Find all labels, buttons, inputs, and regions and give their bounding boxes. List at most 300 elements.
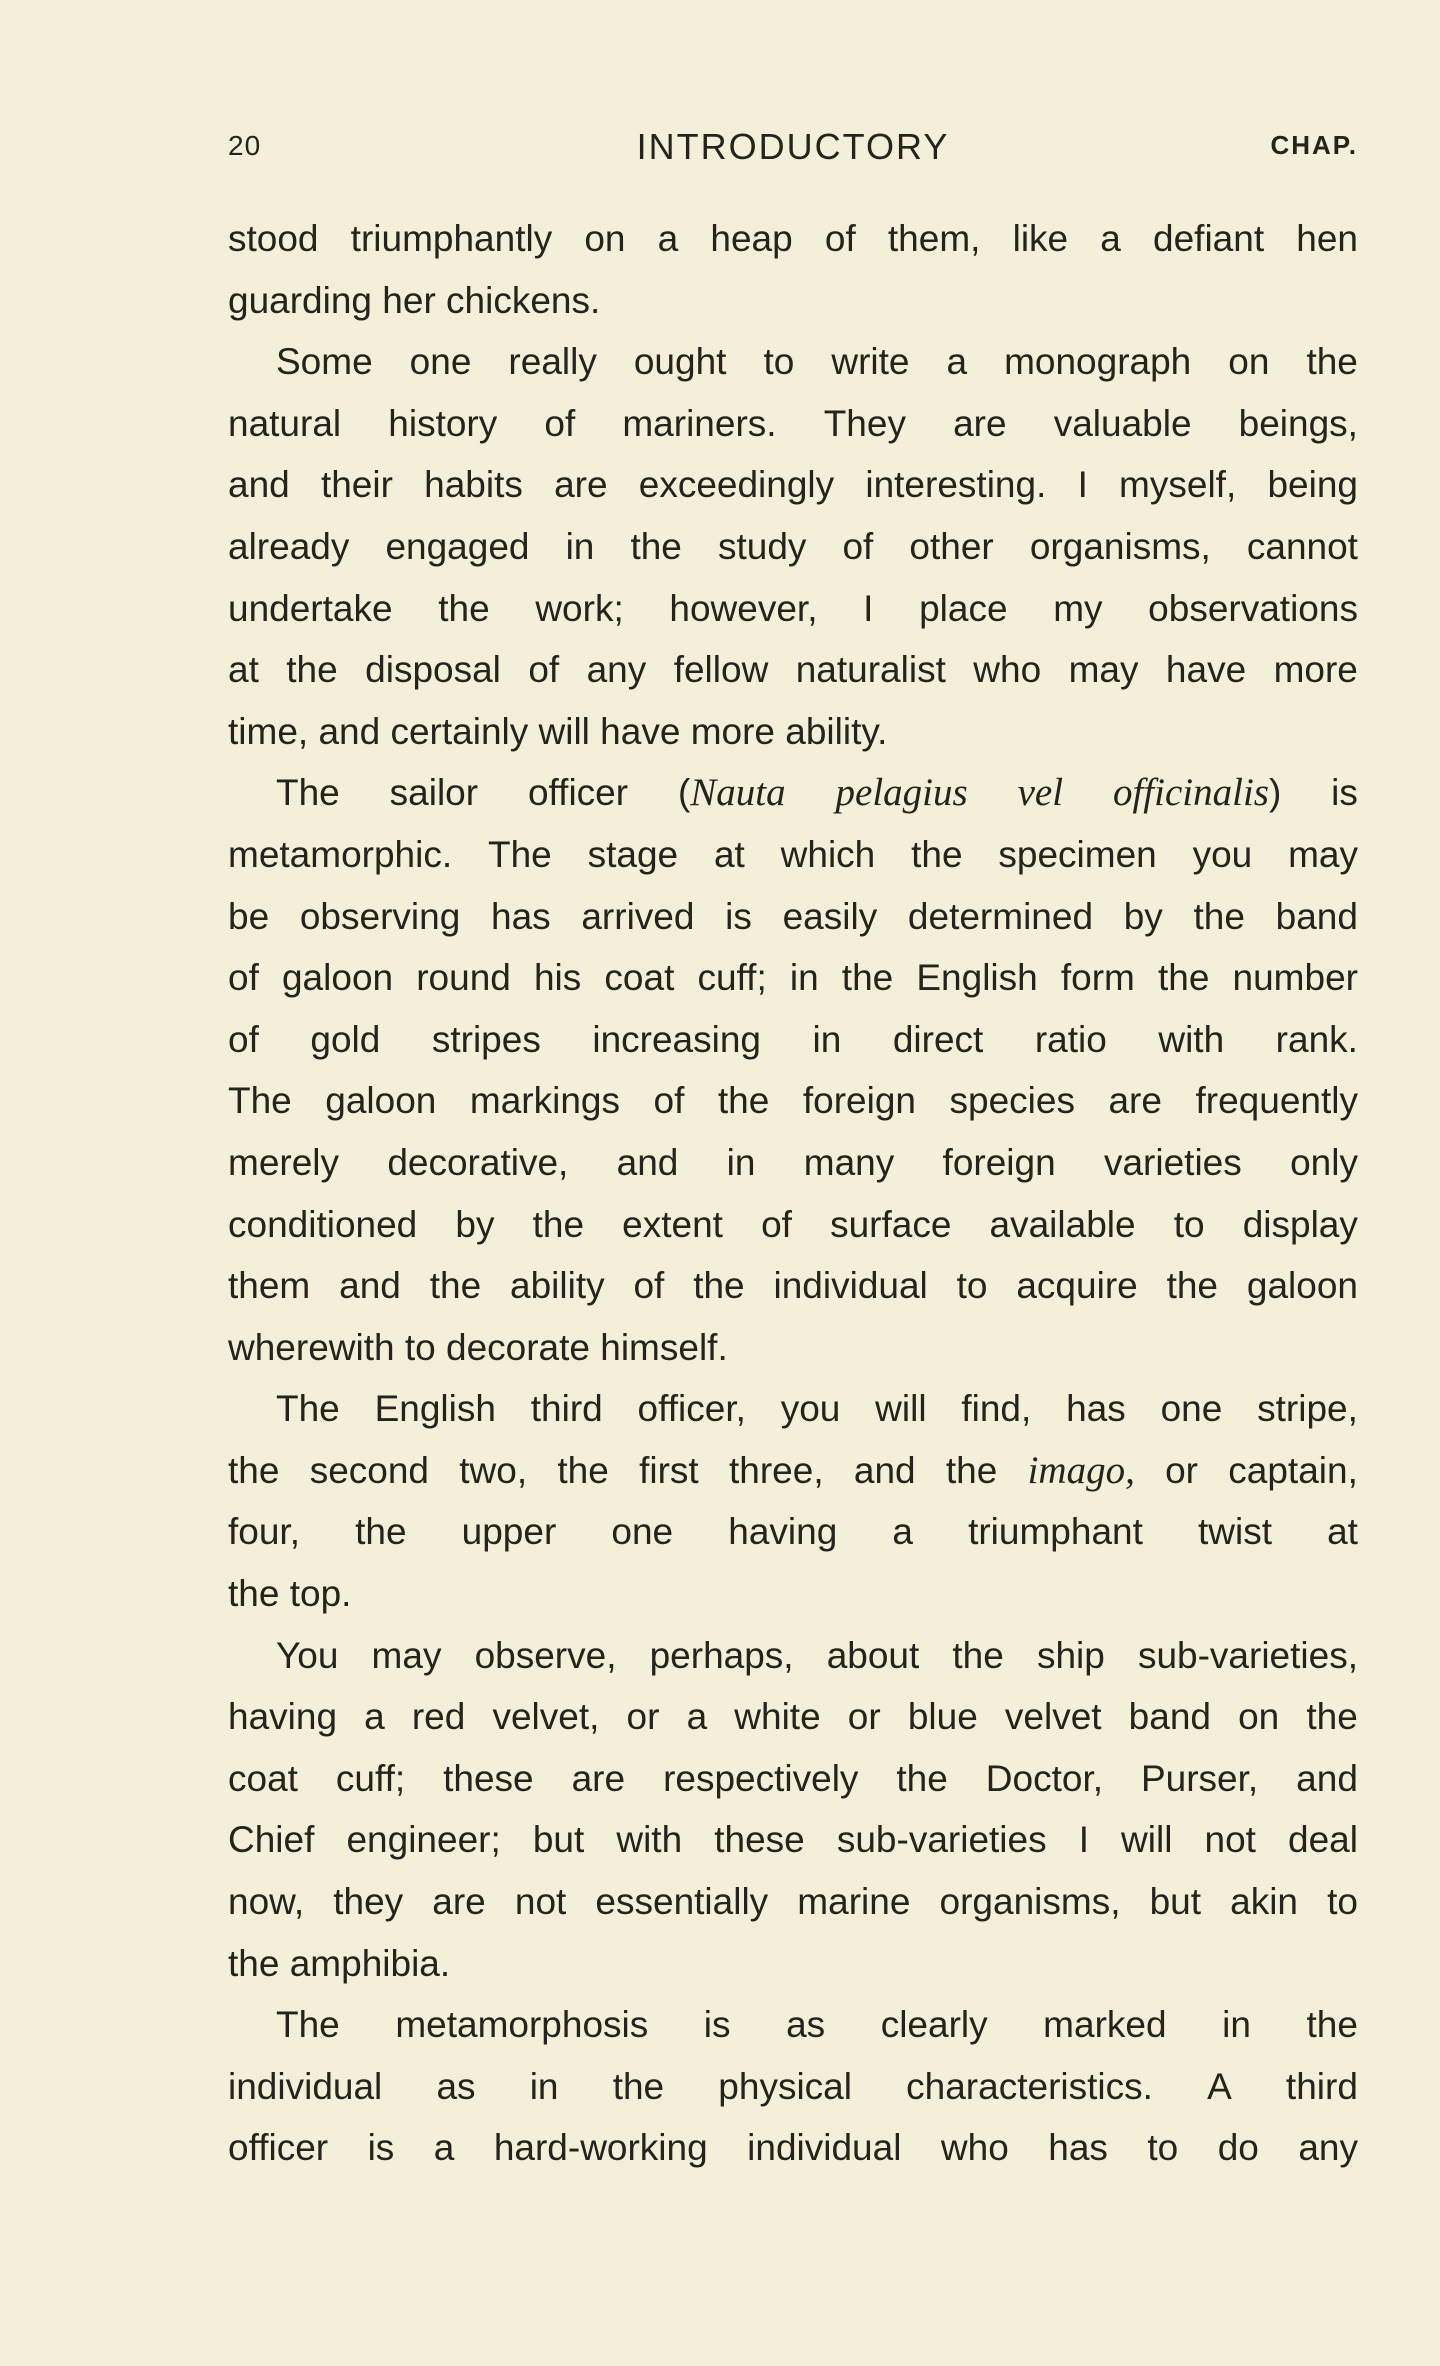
- word: [1124, 886, 1163, 948]
- text-run: Chief: [228, 1819, 315, 1861]
- text-run: the: [557, 1449, 609, 1491]
- word: [710, 208, 792, 270]
- text-line: [228, 578, 1358, 640]
- text-run: Some: [276, 341, 373, 383]
- word: [617, 1132, 679, 1194]
- text-line: [228, 208, 1358, 270]
- word: [492, 1686, 599, 1748]
- word: [946, 331, 967, 393]
- word: [1018, 762, 1063, 824]
- text-run: triumphant: [968, 1511, 1143, 1553]
- text-run: one: [409, 341, 472, 383]
- text-run: are: [953, 402, 1007, 444]
- text-run: red: [411, 1696, 466, 1738]
- text-run: monograph: [1004, 341, 1192, 383]
- word: [837, 1809, 1047, 1871]
- word: [325, 1070, 436, 1132]
- word: [1150, 1871, 1201, 1933]
- word: [908, 1686, 978, 1748]
- word: [228, 1194, 417, 1256]
- word: [432, 1009, 541, 1071]
- text-run: determined: [907, 895, 1094, 937]
- text-run: stripes: [431, 1018, 541, 1060]
- text-run: the: [693, 1265, 745, 1307]
- word: [1296, 1748, 1358, 1810]
- word: [491, 886, 551, 948]
- text-run: heap: [710, 218, 793, 259]
- word: [1327, 1871, 1358, 1933]
- text-run: about: [826, 1634, 920, 1676]
- body-text: [228, 208, 1358, 2179]
- word: [424, 454, 523, 516]
- text-line: [228, 454, 1358, 516]
- text-run: these: [714, 1819, 805, 1861]
- word: [854, 1440, 916, 1502]
- word: [1005, 1686, 1102, 1748]
- word: [973, 639, 1041, 701]
- text-run: increasing: [592, 1018, 761, 1060]
- word: [1166, 639, 1246, 701]
- word: [896, 1748, 947, 1810]
- word: [1053, 578, 1102, 640]
- word: [1028, 1440, 1135, 1502]
- latin-term: pelagius: [835, 771, 968, 815]
- text-run: any: [1298, 2127, 1358, 2169]
- text-run: are: [554, 464, 608, 506]
- word: [1037, 1625, 1105, 1687]
- text-run: however,: [669, 587, 818, 629]
- text-run: The: [276, 772, 340, 814]
- word: [475, 1625, 617, 1687]
- word: [830, 1194, 951, 1256]
- text-run: the: [911, 833, 963, 875]
- text-run: the: [612, 2065, 665, 2107]
- word: [508, 331, 596, 393]
- word: [1306, 1994, 1357, 2056]
- word: [535, 578, 623, 640]
- text-run: to: [1147, 2127, 1179, 2169]
- word: [1113, 762, 1281, 824]
- text-run: the: [228, 1449, 280, 1491]
- word: [1121, 1809, 1172, 1871]
- text-run: varieties: [1103, 1141, 1242, 1183]
- text-run: of: [228, 957, 259, 999]
- word: [276, 1378, 340, 1440]
- text-run: not: [514, 1881, 567, 1923]
- text-run: perhaps,: [649, 1634, 794, 1676]
- word: [1228, 331, 1269, 393]
- text-run: markings: [469, 1080, 621, 1122]
- word: [911, 824, 962, 886]
- text-line: [228, 1070, 1358, 1132]
- word: [581, 886, 694, 948]
- word: [365, 639, 501, 701]
- word: [346, 1809, 500, 1871]
- text-run: cuff;: [335, 1757, 406, 1799]
- text-run: the: [429, 1265, 482, 1307]
- text-run: the: [945, 1449, 998, 1491]
- text-run: a: [892, 1511, 913, 1553]
- text-run: first: [639, 1449, 699, 1491]
- text-run: undertake: [228, 587, 393, 629]
- text-run: naturalist: [795, 649, 946, 691]
- text-run: organisms,: [1029, 525, 1211, 567]
- word: [1048, 2117, 1108, 2179]
- word: [1129, 1686, 1211, 1748]
- text-run: may: [1288, 833, 1358, 875]
- text-run: place: [919, 587, 1008, 629]
- text-run: three,: [728, 1449, 824, 1491]
- text-run: ability: [510, 1265, 605, 1307]
- text-run: them,: [887, 218, 981, 259]
- word: [228, 824, 452, 886]
- word: [587, 639, 647, 701]
- text-run: to: [956, 1265, 988, 1307]
- text-run: gold: [310, 1018, 381, 1060]
- word: [836, 762, 968, 824]
- word: [488, 824, 552, 886]
- running-head: [228, 120, 1358, 180]
- word: [1153, 208, 1264, 270]
- text-run: sub-varieties,: [1137, 1634, 1358, 1676]
- word: [1267, 454, 1358, 516]
- word: [1043, 1994, 1166, 2056]
- text-run: myself,: [1119, 464, 1237, 506]
- word: [228, 1501, 300, 1563]
- word: [825, 208, 856, 270]
- word: [669, 578, 817, 640]
- text-run: a: [686, 1696, 708, 1738]
- text-run: merely: [228, 1141, 340, 1183]
- word: [842, 516, 873, 578]
- word: [595, 1871, 768, 1933]
- text-run: guarding her chickens.: [228, 279, 601, 321]
- word: [339, 1255, 401, 1317]
- word: [228, 1070, 292, 1132]
- text-run: who: [940, 2127, 1009, 2169]
- text-run: in: [1222, 2004, 1251, 2046]
- word: [908, 886, 1093, 948]
- text-run: and: [228, 464, 290, 506]
- text-run: band: [1275, 895, 1358, 937]
- text-run: is: [703, 2004, 731, 2046]
- word: [796, 639, 946, 701]
- text-run: write: [831, 341, 910, 383]
- text-run: already: [228, 525, 350, 567]
- text-run: or: [626, 1696, 660, 1738]
- word: [416, 947, 511, 1009]
- latin-term: imago,: [1027, 1448, 1135, 1492]
- text-run: the: [438, 587, 490, 629]
- word: [351, 208, 553, 270]
- text-run: be: [228, 895, 270, 937]
- text-run: rank.: [1275, 1018, 1358, 1060]
- text-run: a: [657, 218, 679, 259]
- word: [390, 762, 478, 824]
- word: [1228, 1440, 1358, 1502]
- text-run: sub-varieties: [836, 1819, 1047, 1861]
- text-run: do: [1217, 2127, 1259, 2169]
- text-run: cuff;: [697, 957, 767, 999]
- word: [627, 1686, 660, 1748]
- word: [658, 208, 679, 270]
- text-run: by: [1123, 895, 1163, 937]
- text-run: the: [286, 649, 338, 691]
- text-run: triumphantly: [350, 218, 553, 259]
- word: [663, 1748, 858, 1810]
- text-run: observations: [1148, 587, 1358, 629]
- text-line: [228, 1809, 1358, 1871]
- text-run: in: [726, 1141, 756, 1183]
- word: [572, 1748, 625, 1810]
- text-run: The: [276, 1388, 340, 1430]
- text-run: individual: [747, 2127, 902, 2169]
- text-run: as: [436, 2065, 476, 2107]
- text-run: and: [616, 1141, 679, 1183]
- text-run: habits: [424, 464, 523, 506]
- word: [1030, 516, 1211, 578]
- word: [228, 1132, 339, 1194]
- text-line: [228, 1748, 1358, 1810]
- word: [368, 2117, 395, 2179]
- text-run: a: [364, 1696, 385, 1738]
- text-run: Doctor,: [985, 1757, 1104, 1799]
- word: [566, 516, 595, 578]
- text-line: [228, 1625, 1358, 1687]
- word: [919, 578, 1007, 640]
- text-run: the: [1166, 1265, 1219, 1307]
- word: [1276, 1009, 1358, 1071]
- text-run: the: [952, 1634, 1004, 1676]
- text-run: observe,: [474, 1634, 617, 1676]
- text-run: respectively: [663, 1757, 859, 1799]
- text-run: frequently: [1195, 1080, 1358, 1122]
- text-run: organisms,: [939, 1881, 1121, 1923]
- word: [1243, 1194, 1358, 1256]
- word: [781, 1378, 841, 1440]
- word: [693, 1255, 744, 1317]
- word: [790, 947, 819, 1009]
- word: [434, 2117, 455, 2179]
- text-run: display: [1242, 1203, 1358, 1245]
- text-run: disposal: [365, 649, 501, 691]
- word: [355, 1501, 406, 1563]
- word: [1207, 2056, 1232, 2118]
- text-line: [228, 1686, 1358, 1748]
- word: [515, 1871, 566, 1933]
- text-run: band: [1128, 1696, 1211, 1738]
- text-line: [228, 1501, 1358, 1563]
- word: [228, 2056, 382, 2118]
- word: [616, 1809, 682, 1871]
- word: [228, 639, 259, 701]
- text-run: they: [333, 1881, 404, 1923]
- word: [1069, 639, 1139, 701]
- word: [1238, 1686, 1279, 1748]
- word: [986, 1748, 1103, 1810]
- word: [412, 1686, 465, 1748]
- word: [300, 886, 460, 948]
- word: [1054, 393, 1192, 455]
- word: [228, 2117, 328, 2179]
- text-run: number: [1232, 957, 1358, 999]
- word: [639, 1440, 699, 1502]
- word: [1108, 1070, 1161, 1132]
- text-run: deal: [1288, 1819, 1358, 1861]
- text-run: the amphibia.: [228, 1942, 451, 1984]
- word: [432, 1871, 485, 1933]
- word: [228, 454, 290, 516]
- text-run: has: [1048, 2127, 1108, 2169]
- word: [881, 1994, 988, 2056]
- text-line: [228, 1994, 1358, 2056]
- text-run: may: [1068, 649, 1139, 691]
- text-run: at: [228, 649, 259, 691]
- text-run: as: [786, 2004, 826, 2046]
- text-run: with: [1158, 1018, 1225, 1060]
- text-run: four,: [228, 1511, 300, 1553]
- text-run: galoon: [281, 957, 394, 999]
- text-run: in: [565, 525, 595, 567]
- text-run: valuable: [1053, 402, 1192, 444]
- text-run: twist: [1198, 1511, 1272, 1553]
- word: [998, 824, 1156, 886]
- text-run: defiant: [1153, 218, 1265, 259]
- text-line: [228, 1255, 1358, 1317]
- text-run: of: [228, 1018, 259, 1060]
- text-run: round: [416, 957, 511, 999]
- word: [957, 1255, 988, 1317]
- word: [909, 516, 993, 578]
- word: [831, 331, 909, 393]
- text-run: individual: [228, 2065, 383, 2107]
- word: [952, 1625, 1003, 1687]
- text-run: I: [1078, 1819, 1089, 1861]
- word: [786, 1994, 825, 2056]
- text-run: a: [1100, 218, 1121, 259]
- word: [1306, 1686, 1357, 1748]
- text-line: [228, 762, 1358, 824]
- word: [430, 1255, 481, 1317]
- word: [1061, 947, 1135, 1009]
- text-run: not: [1204, 1819, 1256, 1861]
- text-run: on: [584, 218, 626, 259]
- text-line: [228, 947, 1358, 1009]
- text-run: akin: [1230, 1881, 1299, 1923]
- text-run: you: [1192, 833, 1253, 875]
- word: [276, 762, 340, 824]
- text-run: essentially: [595, 1881, 769, 1923]
- word: [630, 516, 681, 578]
- text-run: now,: [228, 1881, 305, 1923]
- text-run: The: [487, 833, 552, 875]
- word: [531, 1378, 603, 1440]
- word: [584, 208, 625, 270]
- text-line: [228, 393, 1358, 455]
- text-run: clearly: [880, 2004, 988, 2046]
- word: [1222, 1994, 1251, 2056]
- text-run: available: [989, 1203, 1136, 1245]
- word: [410, 331, 472, 393]
- text-run: of: [824, 218, 856, 259]
- text-line: [228, 270, 1358, 332]
- text-run: You: [276, 1634, 339, 1676]
- word: [228, 1009, 259, 1071]
- word: [650, 1625, 794, 1687]
- word: [863, 578, 873, 640]
- text-run: the: [1306, 1696, 1358, 1738]
- word: [385, 516, 529, 578]
- text-run: in: [529, 2065, 559, 2107]
- word: [613, 2056, 664, 2118]
- word: [282, 947, 393, 1009]
- text-run: exceedingly: [638, 464, 835, 506]
- word: [310, 1440, 429, 1502]
- text-run: being: [1267, 464, 1358, 506]
- text-line: [228, 1317, 1358, 1379]
- text-run: the: [1157, 957, 1210, 999]
- text-run: are: [571, 1757, 626, 1799]
- word: [554, 454, 607, 516]
- text-run: galoon: [1246, 1265, 1358, 1307]
- text-line: [228, 1563, 1358, 1625]
- word: [622, 393, 776, 455]
- word: [528, 639, 559, 701]
- text-run: upper: [461, 1511, 557, 1553]
- word: [1004, 331, 1191, 393]
- text-run: them: [228, 1265, 311, 1307]
- word: [1016, 1255, 1137, 1317]
- text-run: the: [717, 1080, 770, 1122]
- text-run: physical: [718, 2065, 852, 2107]
- word: [865, 454, 1046, 516]
- text-run: stripe,: [1257, 1388, 1358, 1430]
- text-line: [228, 1132, 1358, 1194]
- text-run: fellow: [673, 649, 769, 691]
- text-run: individual: [773, 1265, 928, 1307]
- word: [557, 1440, 608, 1502]
- word: [1195, 1070, 1358, 1132]
- text-run: their: [320, 464, 393, 506]
- text-line: [228, 824, 1358, 886]
- text-run: The: [276, 2004, 340, 2046]
- word: [639, 454, 834, 516]
- word: [1205, 1809, 1256, 1871]
- text-run: but: [1149, 1881, 1202, 1923]
- text-run: white: [734, 1696, 821, 1738]
- text-run: the: [630, 525, 682, 567]
- word: [1141, 1748, 1258, 1810]
- word: [1288, 824, 1358, 886]
- word: [1148, 578, 1358, 640]
- word: [604, 947, 674, 1009]
- word: [633, 1255, 664, 1317]
- page-number: 20: [228, 130, 262, 161]
- text-run: really: [508, 341, 597, 383]
- word: [459, 1440, 527, 1502]
- word: [1298, 2117, 1358, 2179]
- word: [888, 208, 981, 270]
- word: [588, 824, 679, 886]
- word: [228, 516, 349, 578]
- text-run: officer: [527, 772, 629, 814]
- word: [1306, 331, 1357, 393]
- word: [842, 947, 893, 1009]
- text-run: captain,: [1228, 1449, 1358, 1491]
- latin-term: Nauta: [690, 771, 786, 815]
- word: [336, 1748, 405, 1810]
- text-run: with: [616, 1819, 683, 1861]
